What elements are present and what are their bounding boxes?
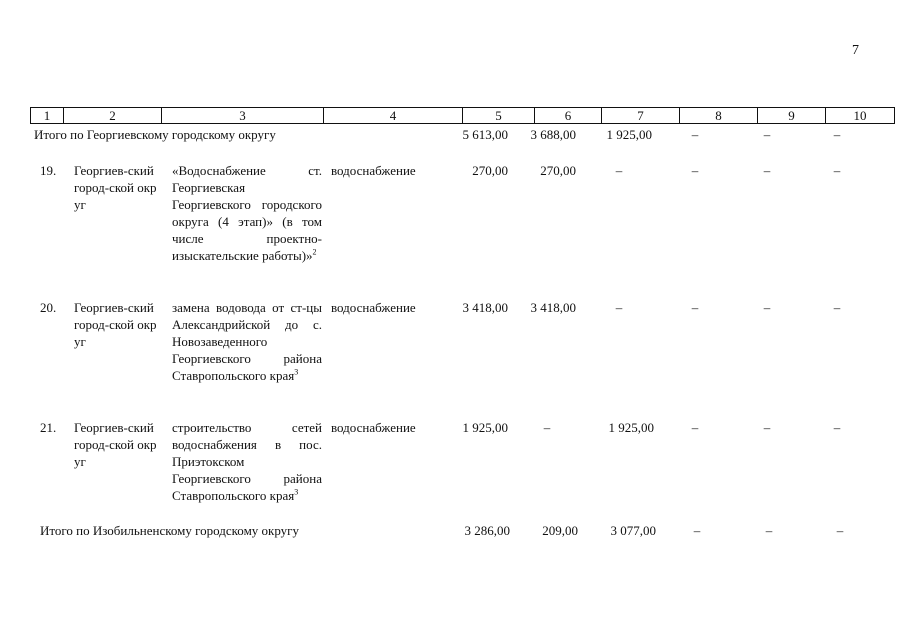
total-col6: 3 688,00 (530, 127, 576, 142)
total-col9: – (765, 523, 773, 538)
row-col10: – (833, 300, 841, 315)
column-header-4: 4 (324, 108, 463, 124)
row-number: 19. (40, 163, 57, 178)
row-col6: – (543, 420, 551, 435)
row-object: строительство сетей водоснабжения в пос. Приэтокском Георгиевского района Ставропольского края$^3$ (172, 420, 322, 503)
column-header-9: 9 (758, 108, 826, 124)
total-col10: – (833, 127, 841, 142)
page-number: 7 (852, 43, 859, 58)
total-label: Итого по Георгиевскому городскому округу (34, 127, 276, 142)
total-col9: – (763, 127, 771, 142)
row-col5: 1 925,00 (462, 420, 508, 435)
total-col7: 3 077,00 (610, 523, 656, 538)
row-col9: – (763, 163, 771, 178)
row-col10: – (833, 420, 841, 435)
column-header-7: 7 (602, 108, 680, 124)
row-type: водоснабжение (331, 300, 416, 315)
total-col7: 1 925,00 (606, 127, 652, 142)
row-col7: – (615, 163, 623, 178)
row-col8: – (691, 420, 699, 435)
column-header-10: 10 (826, 108, 895, 124)
row-col5: 3 418,00 (462, 300, 508, 315)
total-col6: 209,00 (542, 523, 578, 538)
row-col6: 270,00 (540, 163, 576, 178)
row-col6: 3 418,00 (530, 300, 576, 315)
row-district: Георгиев-ский город-ской округ (74, 300, 157, 349)
column-header-3: 3 (162, 108, 324, 124)
total-label: Итого по Изобильненскому городскому округу (40, 523, 300, 538)
row-district: Георгиев-ский город-ской округ (74, 163, 157, 212)
row-district: Георгиев-ский город-ской округ (74, 420, 157, 469)
column-header-6: 6 (535, 108, 602, 124)
total-col8: – (691, 127, 699, 142)
column-header-2: 2 (64, 108, 162, 124)
total-col5: 3 286,00 (464, 523, 510, 538)
row-number: 20. (40, 300, 57, 315)
column-number-header (30, 107, 895, 124)
row-col10: – (833, 163, 841, 178)
column-header-8: 8 (680, 108, 758, 124)
column-header-5: 5 (463, 108, 535, 124)
row-col8: – (691, 163, 699, 178)
row-col9: – (763, 420, 771, 435)
row-object: замена водовода от ст-цы Александрийской до с. Новозаведенного Георгиевского района Ставропольского края$^3$ (172, 300, 322, 383)
row-type: водоснабжение (331, 163, 416, 178)
total-col8: – (693, 523, 701, 538)
row-col9: – (763, 300, 771, 315)
row-col5: 270,00 (472, 163, 508, 178)
row-number: 21. (40, 420, 57, 435)
total-col10: – (836, 523, 844, 538)
row-col7: – (615, 300, 623, 315)
total-col5: 5 613,00 (462, 127, 508, 142)
row-col8: – (691, 300, 699, 315)
column-header-1: 1 (31, 108, 64, 124)
row-object: «Водоснабжение ст. Георгиевская Георгиевского городского округа (4 этап)» (в том числе проектно-изыскательские работы)»$^2$ (172, 163, 322, 263)
row-type: водоснабжение (331, 420, 416, 435)
row-col7: 1 925,00 (608, 420, 654, 435)
